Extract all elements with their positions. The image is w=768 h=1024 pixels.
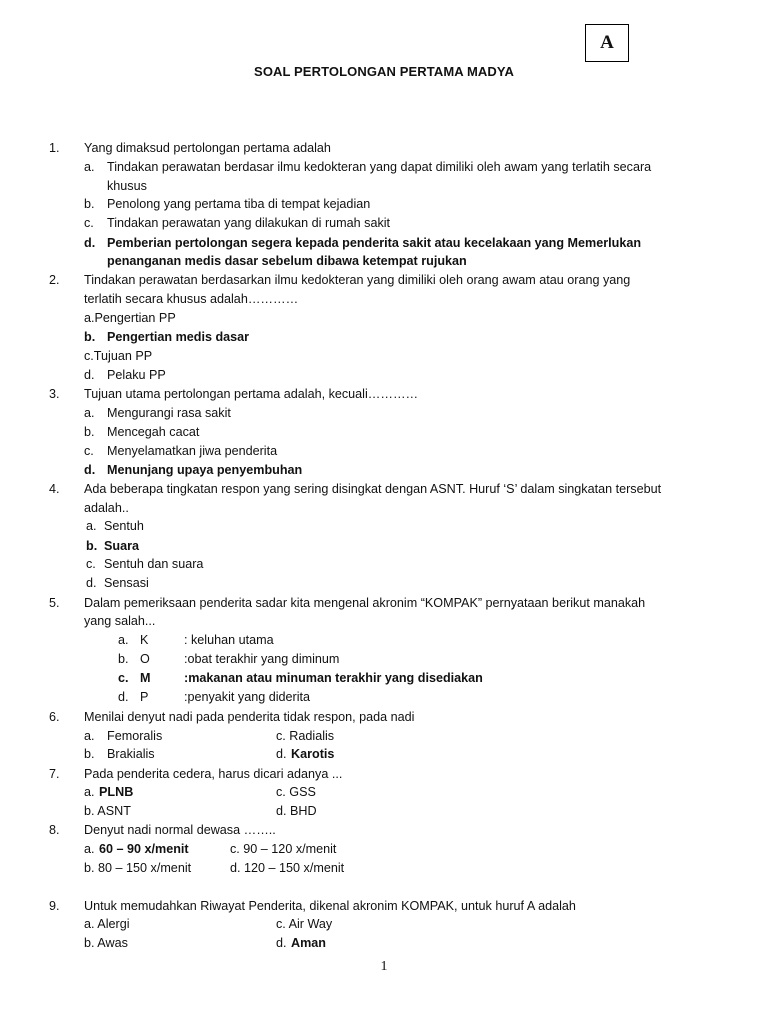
option-letter: b. <box>118 652 129 666</box>
question-text-cont: terlatih secara khusus adalah………… <box>84 292 299 306</box>
option-d: d. 120 – 150 x/menit <box>230 861 345 875</box>
option-b: b. Awas <box>84 936 128 950</box>
question-number: 1. <box>49 141 60 155</box>
option-a: Tindakan perawatan berdasar ilmu kedokteran yang dapat dimiliki oleh awam yang terlatih secara <box>107 160 652 174</box>
option-letter: a. <box>84 729 95 743</box>
option-c: Tindakan perawatan yang dilakukan di rumah sakit <box>107 216 391 230</box>
option-letter: d. <box>84 463 96 477</box>
option-a-answer: PLNB <box>99 785 134 799</box>
option-c: c. Radialis <box>276 729 335 743</box>
question-number: 3. <box>49 387 60 401</box>
option-a-cont: khusus <box>107 179 147 193</box>
option-c: Sentuh dan suara <box>104 557 204 571</box>
option-letter: b. <box>84 425 95 439</box>
option-letter: b. <box>84 330 96 344</box>
question-text: Ada beberapa tingkatan respon yang sering disingkat dengan ASNT. Huruf ‘S’ dalam singkatan tersebut <box>84 482 662 496</box>
option-letter: d. <box>276 747 287 761</box>
option-a: a. Alergi <box>84 917 130 931</box>
option-d: :penyakit yang diderita <box>184 690 311 704</box>
option-letter: a. <box>84 406 95 420</box>
option-a: a.Pengertian PP <box>84 311 176 325</box>
option-d: Pelaku PP <box>107 368 166 382</box>
option-b: b. 80 – 150 x/menit <box>84 861 192 875</box>
question-number: 5. <box>49 596 60 610</box>
option-letter: a. <box>84 842 95 856</box>
option-d-answer: Pemberian pertolongan segera kepada penderita sakit atau kecelakaan yang Memerlukan <box>107 236 642 250</box>
question-number: 6. <box>49 710 60 724</box>
page-number: 1 <box>380 959 388 974</box>
question-number: 9. <box>49 899 60 913</box>
option-letter: d. <box>86 576 97 590</box>
exam-code-box <box>585 24 629 62</box>
option-letter: c. <box>86 557 96 571</box>
option-d: Sensasi <box>104 576 149 590</box>
exam-code: A <box>600 32 614 53</box>
option-letter: c. <box>84 216 94 230</box>
option-letter: a. <box>84 785 95 799</box>
option-letter: b. <box>84 747 95 761</box>
option-letter: a. <box>86 519 97 533</box>
option-b: b. ASNT <box>84 804 131 818</box>
option-d-answer: Karotis <box>291 747 335 761</box>
option-a-answer: 60 – 90 x/menit <box>99 842 189 856</box>
question-text: Pada penderita cedera, harus dicari adanya ... <box>84 767 343 781</box>
option-d-answer: Aman <box>291 936 326 950</box>
question-text-cont: yang salah... <box>84 614 156 628</box>
option-letter: d. <box>84 236 96 250</box>
option-d-answer-cont: penanganan medis dasar sebelum dibawa ketempat rujukan <box>107 254 467 268</box>
acronym-letter: P <box>140 690 149 704</box>
question-text: Dalam pemeriksaan penderita sadar kita mengenal akronim “KOMPAK” pernyataan berikut manakah <box>84 596 646 610</box>
question-number: 4. <box>49 482 60 496</box>
question-text: Untuk memudahkan Riwayat Penderita, dikenal akronim KOMPAK, untuk huruf A adalah <box>84 899 576 913</box>
option-letter: d. <box>118 690 129 704</box>
option-b: :obat terakhir yang diminum <box>184 652 340 666</box>
option-b: Brakialis <box>107 747 155 761</box>
option-letter: c. <box>84 444 94 458</box>
acronym-letter: O <box>140 652 150 666</box>
option-letter: a. <box>84 160 95 174</box>
option-c-answer: :makanan atau minuman terakhir yang disediakan <box>184 671 483 685</box>
option-letter: b. <box>86 539 98 553</box>
option-letter: a. <box>118 633 129 647</box>
option-letter: d. <box>276 936 287 950</box>
question-text: Tindakan perawatan berdasarkan ilmu kedokteran yang dimiliki oleh orang awam atau orang yang <box>84 273 631 287</box>
question-text: Tujuan utama pertolongan pertama adalah, kecuali………… <box>84 387 419 401</box>
question-number: 7. <box>49 767 60 781</box>
option-b: Mencegah cacat <box>107 425 200 439</box>
option-b-answer: Pengertian medis dasar <box>107 330 250 344</box>
question-text: Yang dimaksud pertolongan pertama adalah <box>84 141 331 155</box>
option-letter: b. <box>84 197 95 211</box>
page-title: SOAL PERTOLONGAN PERTAMA MADYA <box>254 64 514 79</box>
question-number: 8. <box>49 823 60 837</box>
acronym-letter: K <box>140 633 149 647</box>
question-text: Denyut nadi normal dewasa …….. <box>84 823 276 837</box>
option-a: Mengurangi rasa sakit <box>107 406 231 420</box>
option-c: c. GSS <box>276 785 316 799</box>
question-number: 2. <box>49 273 60 287</box>
option-letter: c. <box>118 671 129 685</box>
option-c: c. 90 – 120 x/menit <box>230 842 337 856</box>
question-text-cont: adalah.. <box>84 501 129 515</box>
option-letter: d. <box>84 368 95 382</box>
option-d-answer: Menunjang upaya penyembuhan <box>107 463 303 477</box>
question-text: Menilai denyut nadi pada penderita tidak respon, pada nadi <box>84 710 415 724</box>
option-c: c. Air Way <box>276 917 333 931</box>
option-a: Sentuh <box>104 519 144 533</box>
option-b: Penolong yang pertama tiba di tempat kejadian <box>107 197 371 211</box>
option-b-answer: Suara <box>104 539 140 553</box>
option-c: c.Tujuan PP <box>84 349 153 363</box>
acronym-letter: M <box>140 671 151 685</box>
option-c: Menyelamatkan jiwa penderita <box>107 444 278 458</box>
option-a: : keluhan utama <box>184 633 274 647</box>
option-a: Femoralis <box>107 729 163 743</box>
option-d: d. BHD <box>276 804 317 818</box>
